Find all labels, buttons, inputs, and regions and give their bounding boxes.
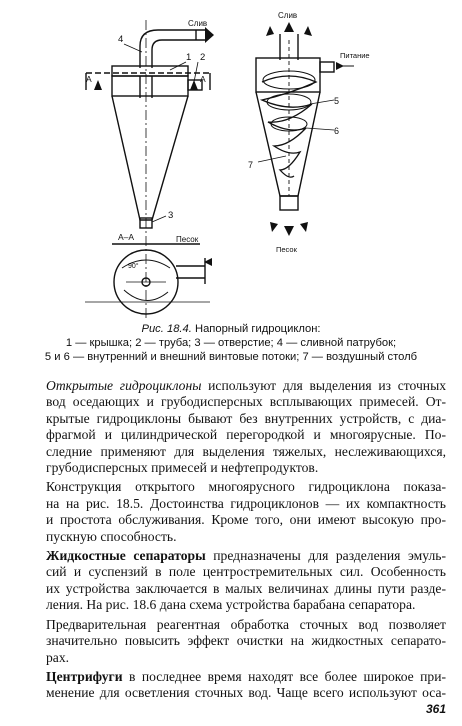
label-6: 6 [334,126,340,136]
label-section-a-left: А [86,74,92,84]
term-open-hydrocyclones: Открытые гидроциклоны [46,378,202,393]
label-7: 7 [248,160,254,170]
caption-legend-line-2: 5 и 6 — внутренний и внешний винтовые потоки; 7 — воздушный столб [44,351,418,363]
term-centrifuges: Центрифуги [46,668,123,684]
text-line: Открытые гидроциклоны используют для выделения из сточных [46,378,446,393]
text-line: их устройства заключается в малых величинах длины пути разде- [46,580,446,596]
hydrocyclone-drawing [0,0,462,322]
label-2: 2 [200,52,206,63]
label-feed: Питание [340,51,370,60]
caption-title-line [10,322,452,336]
right-hydrocyclone-drawing [256,34,354,210]
text-line: на на рис. 18.5. Достоинства гидроциклонов — их компактность [46,495,446,511]
left-arrows [94,27,214,266]
caption-title-rest: Напорный гидроциклон: [191,323,321,335]
paragraph-open-hydrocyclones [28,378,446,476]
label-5: 5 [334,96,340,106]
text-line: Жидкостные сепараторы предназначены для разделения эмуль- [46,548,446,564]
label-1: 1 [186,52,192,63]
text-line: сий и суспензий в поле центростремительных сил. Особенность [46,564,446,580]
page-number: 361 [425,702,446,716]
label-angle: 90° [128,263,139,270]
label-4: 4 [118,34,124,45]
paragraph-reagent-treatment [28,617,446,666]
text-line: значительно повысить эффект очистки на жидкостных сепарато- [46,633,446,649]
text-line: Конструкция открытого многоярусного гидроциклона показа- [46,479,446,495]
caption-title: Рис. 18.4. [141,323,192,335]
text-line: ления. На рис. 18.6 дана схема устройства барабана сепаратора. [46,597,416,613]
label-drain-left: Слив [188,19,208,28]
left-hydrocyclone-drawing [85,20,210,318]
text-line: рах. [46,649,70,665]
term-liquid-separators: Жидкостные сепараторы [46,548,206,564]
text-line: и простота обслуживания. Кроме того, они имеют высокую про- [46,512,446,528]
paragraph-centrifuges [28,669,446,702]
paragraph-multitier-design [28,479,446,545]
figure-caption [10,322,452,364]
label-3: 3 [168,210,174,221]
caption-legend-line-1: 1 — крышка; 2 — труба; 3 — отверстие; 4 — сливной патрубок; [65,337,397,349]
text-line: Центрифуги в последнее время находят все более широкое при- [46,668,446,684]
label-sand-right: Песок [276,245,297,254]
label-section-aa: А–А [118,232,135,242]
text-line: следние применяют для выделения тяжелых, неслеживающихся, [46,443,446,459]
paragraph-liquid-separators [28,548,446,614]
text-line: Предварительная реагентная обработка сточных вод позволяет [46,616,446,632]
hydrocyclone-figure [0,0,462,322]
right-figure-labels [248,11,370,254]
text-line: фрагмой и цилиндрической перегородкой и многоярусные. По- [46,427,446,443]
body-text [28,378,446,705]
text-line: крытые гидроциклоны бывают без внутренних устройств, с диа- [46,410,446,426]
text-line: менение для осветления сточных вод. Чаще всего используют оса- [46,685,446,701]
text-line: грубодисперсных примесей и нефтепродуктов. [46,460,319,476]
label-section-a-right: А [200,74,206,84]
label-drain-right: Слив [278,11,298,20]
label-sand-left: Песок [176,235,199,244]
left-figure-labels [86,19,207,270]
text-line: пускную способность. [46,528,177,544]
text-line: вод оседающих и грубодисперсных всплывающих примесей. От- [46,394,446,410]
